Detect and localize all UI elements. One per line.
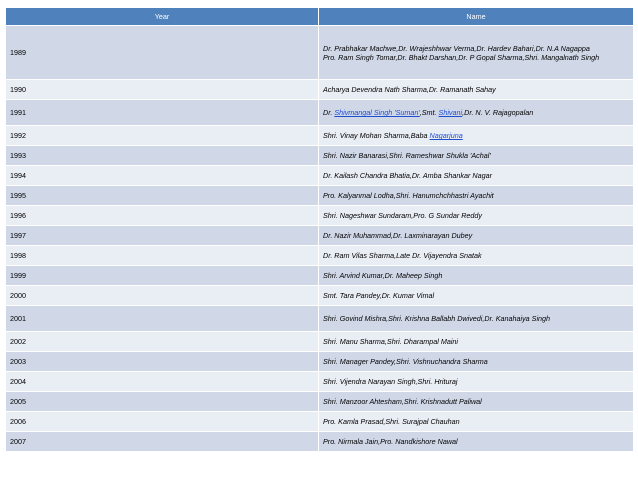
name-cell: Shri. Manzoor Ahtesham,Shri. Krishnadutt Paliwal: [319, 392, 634, 412]
year-cell: 2005: [6, 392, 319, 412]
year-cell: 1991: [6, 100, 319, 126]
table-row: [6, 146, 634, 166]
table-row: [6, 332, 634, 352]
name-line: Dr. Prabhakar Machwe,Dr. Wrajeshhwar Verma,Dr. Hardev Bahari,Dr. N.A Nagappa: [323, 43, 590, 53]
name-cell: [319, 126, 634, 146]
name-cell: Shri. Vijendra Narayan Singh,Shri. Hrituraj: [319, 372, 634, 392]
table-row: [6, 246, 634, 266]
table-row: [6, 206, 634, 226]
year-cell: 1993: [6, 146, 319, 166]
year-cell: 2000: [6, 286, 319, 306]
year-cell: 2007: [6, 432, 319, 452]
name-text: Shri. Vinay Mohan Sharma,Baba: [323, 131, 430, 140]
link-shivani[interactable]: Shivani: [438, 108, 463, 117]
year-cell: 1992: [6, 126, 319, 146]
year-cell: 2003: [6, 352, 319, 372]
table-row: [6, 126, 634, 146]
name-text: Dr.: [323, 108, 335, 117]
year-cell: 2004: [6, 372, 319, 392]
year-header: Year: [6, 8, 319, 26]
name-text: ,Dr. N. V. Rajagopalan: [462, 108, 534, 117]
table-row: [6, 372, 634, 392]
table-row: [6, 432, 634, 452]
table-row: [6, 80, 634, 100]
year-cell: 1998: [6, 246, 319, 266]
name-header: Name: [319, 8, 634, 26]
year-cell: 1996: [6, 206, 319, 226]
table-row: [6, 392, 634, 412]
name-cell: Shri. Arvind Kumar,Dr. Maheep Singh: [319, 266, 634, 286]
table-row: [6, 100, 634, 126]
link-shivmangal-singh-suman[interactable]: Shivmangal Singh 'Suman': [334, 108, 420, 117]
awards-table: [5, 7, 634, 452]
table-row: [6, 226, 634, 246]
table-row: [6, 166, 634, 186]
name-cell: Shri. Manu Sharma,Shri. Dharampal Maini: [319, 332, 634, 352]
header-row: [6, 8, 634, 26]
name-cell: Shri. Nageshwar Sundaram,Pro. G Sundar Reddy: [319, 206, 634, 226]
year-cell: 2002: [6, 332, 319, 352]
table-row: [6, 306, 634, 332]
year-cell: 1994: [6, 166, 319, 186]
name-cell: [319, 100, 634, 126]
year-cell: 2001: [6, 306, 319, 332]
table-row: [6, 26, 634, 80]
name-cell: Acharya Devendra Nath Sharma,Dr. Ramanath Sahay: [319, 80, 634, 100]
name-cell: Shri. Manager Pandey,Shri. Vishnuchandra Sharma: [319, 352, 634, 372]
year-cell: 1995: [6, 186, 319, 206]
name-cell: Dr. Nazir Muhammad,Dr. Laxminarayan Dubey: [319, 226, 634, 246]
year-cell: 1997: [6, 226, 319, 246]
name-cell: Dr. Ram Vilas Sharma,Late Dr. Vijayendra Snatak: [319, 246, 634, 266]
slide: [0, 7, 638, 452]
name-cell: Dr. Kailash Chandra Bhatia,Dr. Amba Shankar Nagar: [319, 166, 634, 186]
name-cell: Pro. Kalyanmal Lodha,Shri. Hanumchchhastri Ayachit: [319, 186, 634, 206]
name-line: Pro. Ram Singh Tomar,Dr. Bhakt Darshan,Dr. P Gopal Sharma,Shri. Mangalnath Singh: [323, 52, 600, 62]
name-cell: [319, 26, 634, 80]
link-nagarjuna[interactable]: Nagarjuna: [429, 131, 463, 140]
name-cell: Shri. Nazir Banarasi,Shri. Rameshwar Shukla 'Achal': [319, 146, 634, 166]
name-cell: Smt. Tara Pandey,Dr. Kumar Vimal: [319, 286, 634, 306]
year-cell: 2006: [6, 412, 319, 432]
table-row: [6, 352, 634, 372]
name-cell: Pro. Nirmala Jain,Pro. Nandkishore Nawal: [319, 432, 634, 452]
table-row: [6, 412, 634, 432]
table-row: [6, 186, 634, 206]
year-cell: 1989: [6, 26, 319, 80]
year-cell: 1999: [6, 266, 319, 286]
name-cell: Shri. Govind Mishra,Shri. Krishna Ballabh Dwivedi,Dr. Kanahaiya Singh: [319, 306, 634, 332]
table-row: [6, 286, 634, 306]
name-text: ,Smt.: [419, 108, 439, 117]
table-row: [6, 266, 634, 286]
year-cell: 1990: [6, 80, 319, 100]
name-cell: Pro. Kamla Prasad,Shri. Surajpal Chauhan: [319, 412, 634, 432]
